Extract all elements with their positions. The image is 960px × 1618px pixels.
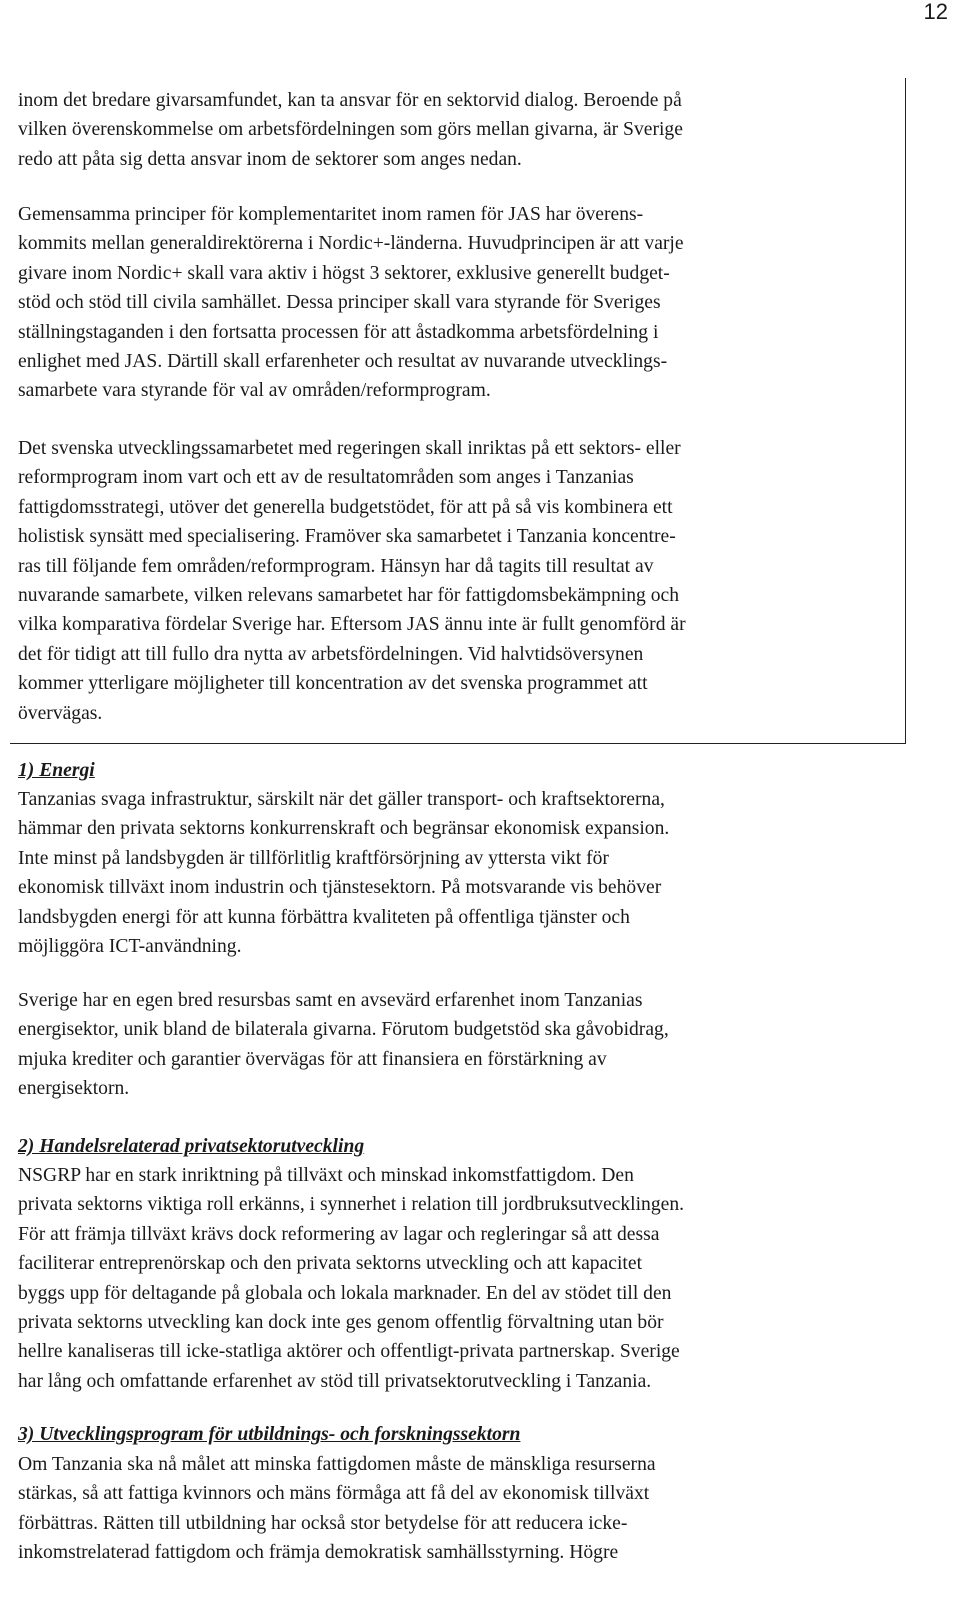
text-line: samarbete vara styrande för val av områden/reformprogram. (18, 380, 491, 402)
text-line: inkomstrelaterad fattigdom och främja demokratisk samhällsstyrning. Högre (18, 1542, 619, 1564)
text-line: privata sektorns viktiga roll erkänns, i synnerhet i relation till jordbruksutvecklingen. (18, 1194, 685, 1216)
text-line: ras till följande fem områden/reformprogram. Hänsyn har då tagits till resultat av (18, 555, 654, 577)
text-line: ekonomisk tillväxt inom industrin och tjänstesektorn. På motsvarande vis behöver (18, 877, 662, 899)
text-line: hämmar den privata sektorns konkurrenskraft och begränsar ekonomisk expansion. (18, 818, 670, 840)
text-line: vilken överenskommelse om arbetsfördelningen som görs mellan givarna, är Sverige (18, 119, 683, 141)
text-line: inom det bredare givarsamfundet, kan ta ansvar för en sektorvid dialog. Beroende på (18, 90, 682, 111)
text-line: Inte minst på landsbygden är tillförlitlig kraftförsörjning av yttersta vikt för (18, 847, 609, 869)
text-line: mjuka krediter och garantier övervägas för att finansiera en förstärkning av (18, 1048, 607, 1070)
text-line: reformprogram inom vart och ett av de resultatområden som anges i Tanzanias (18, 467, 634, 489)
text-line: Sverige har en egen bred resursbas samt en avsevärd erfarenhet inom Tanzanias (18, 990, 643, 1011)
box-paragraph-2 (18, 200, 898, 406)
text-line: det för tidigt att till fullo dra nytta av arbetsfördelningen. Vid halvtidsöversynen (18, 643, 644, 665)
text-line: stärkas, så att fattiga kvinnors och mäns förmåga att få del av ekonomisk tillväxt (18, 1483, 650, 1505)
box-paragraph-3 (18, 434, 898, 728)
section-heading-utbildning: 3) Utvecklingsprogram för utbildnings- och forskningssektorn (18, 1424, 521, 1445)
text-line: Tanzanias svaga infrastruktur, särskilt när det gäller transport- och kraftsektorerna, (18, 789, 665, 810)
text-line: givare inom Nordic+ skall vara aktiv i högst 3 sektorer, exklusive generellt budget- (18, 262, 670, 284)
text-line: landsbygden energi för att kunna förbättra kvaliteten på offentliga tjänster och (18, 906, 630, 928)
text-line: hellre kanaliseras till icke-statliga aktörer och offentligt-privata partnerskap. Sverige (18, 1341, 680, 1363)
section-heading-handel: 2) Handelsrelaterad privatsektorutveckling (18, 1136, 365, 1157)
text-line: kommits mellan generaldirektörerna i Nordic+-länderna. Huvudprincipen är att varje (18, 233, 684, 255)
text-line: Om Tanzania ska nå målet att minska fattigdomen måste de mänskliga resurserna (18, 1454, 656, 1475)
text-line: vilka komparativa fördelar Sverige har. Eftersom JAS ännu inte är fullt genomförd är (18, 614, 686, 636)
text-line: fattigdomsstrategi, utöver det generella budgetstödet, för att på så vis kombinera ett (18, 496, 673, 518)
text-line: faciliterar entreprenörskap och den privata sektorns utveckling och att kapacitet (18, 1253, 643, 1275)
text-line: NSGRP har en stark inriktning på tillväxt och minskad inkomstfattigdom. Den (18, 1165, 634, 1186)
text-line: övervägas. (18, 702, 103, 724)
text-line: nuvarande samarbete, vilken relevans samarbetet har för fattigdomsbekämpning och (18, 584, 680, 606)
section1-paragraph-2 (18, 986, 898, 1104)
text-line: Gemensamma principer för komplementaritet inom ramen för JAS har överens- (18, 204, 644, 225)
text-line: stöd och stöd till civila samhället. Dessa principer skall vara styrande för Sveriges (18, 292, 661, 314)
text-line: redo att påta sig detta ansvar inom de sektorer som anges nedan. (18, 148, 522, 170)
text-line: möjliggöra ICT-användning. (18, 935, 242, 957)
text-line: enlighet med JAS. Därtill skall erfarenheter och resultat av nuvarande utvecklings- (18, 350, 668, 372)
text-line: har lång och omfattande erfarenhet av stöd till privatsektorutveckling i Tanzania. (18, 1370, 652, 1392)
box-paragraph-1 (18, 86, 898, 174)
text-line: privata sektorns utveckling kan dock inte ges genom offentlig förvaltning utan bör (18, 1311, 664, 1333)
text-line: förbättras. Rätten till utbildning har också stor betydelse för att reducera icke- (18, 1512, 628, 1534)
text-line: energisektor, unik bland de bilaterala givarna. Förutom budgetstöd ska gåvobidrag, (18, 1019, 669, 1041)
text-line: holistisk synsätt med specialisering. Framöver ska samarbetet i Tanzania koncentre- (18, 526, 676, 548)
section-heading-energi: 1) Energi (18, 760, 95, 781)
text-line: energisektorn. (18, 1078, 130, 1100)
text-line: Det svenska utvecklingssamarbetet med regeringen skall inriktas på ett sektors- eller (18, 438, 681, 459)
text-line: ställningstaganden i den fortsatta processen för att åstadkomma arbetsfördelning i (18, 321, 659, 343)
page-number: 12 (923, 0, 948, 24)
section1-paragraph-1 (18, 785, 898, 961)
section3-paragraph-1 (18, 1450, 898, 1568)
text-line: kommer ytterligare möjligheter till koncentration av det svenska programmet att (18, 673, 648, 695)
section2-paragraph-1 (18, 1161, 898, 1396)
text-line: byggs upp för deltagande på globala och lokala marknader. En del av stödet till den (18, 1282, 672, 1304)
text-line: För att främja tillväxt krävs dock reformering av lagar och regleringar så att dessa (18, 1223, 660, 1245)
